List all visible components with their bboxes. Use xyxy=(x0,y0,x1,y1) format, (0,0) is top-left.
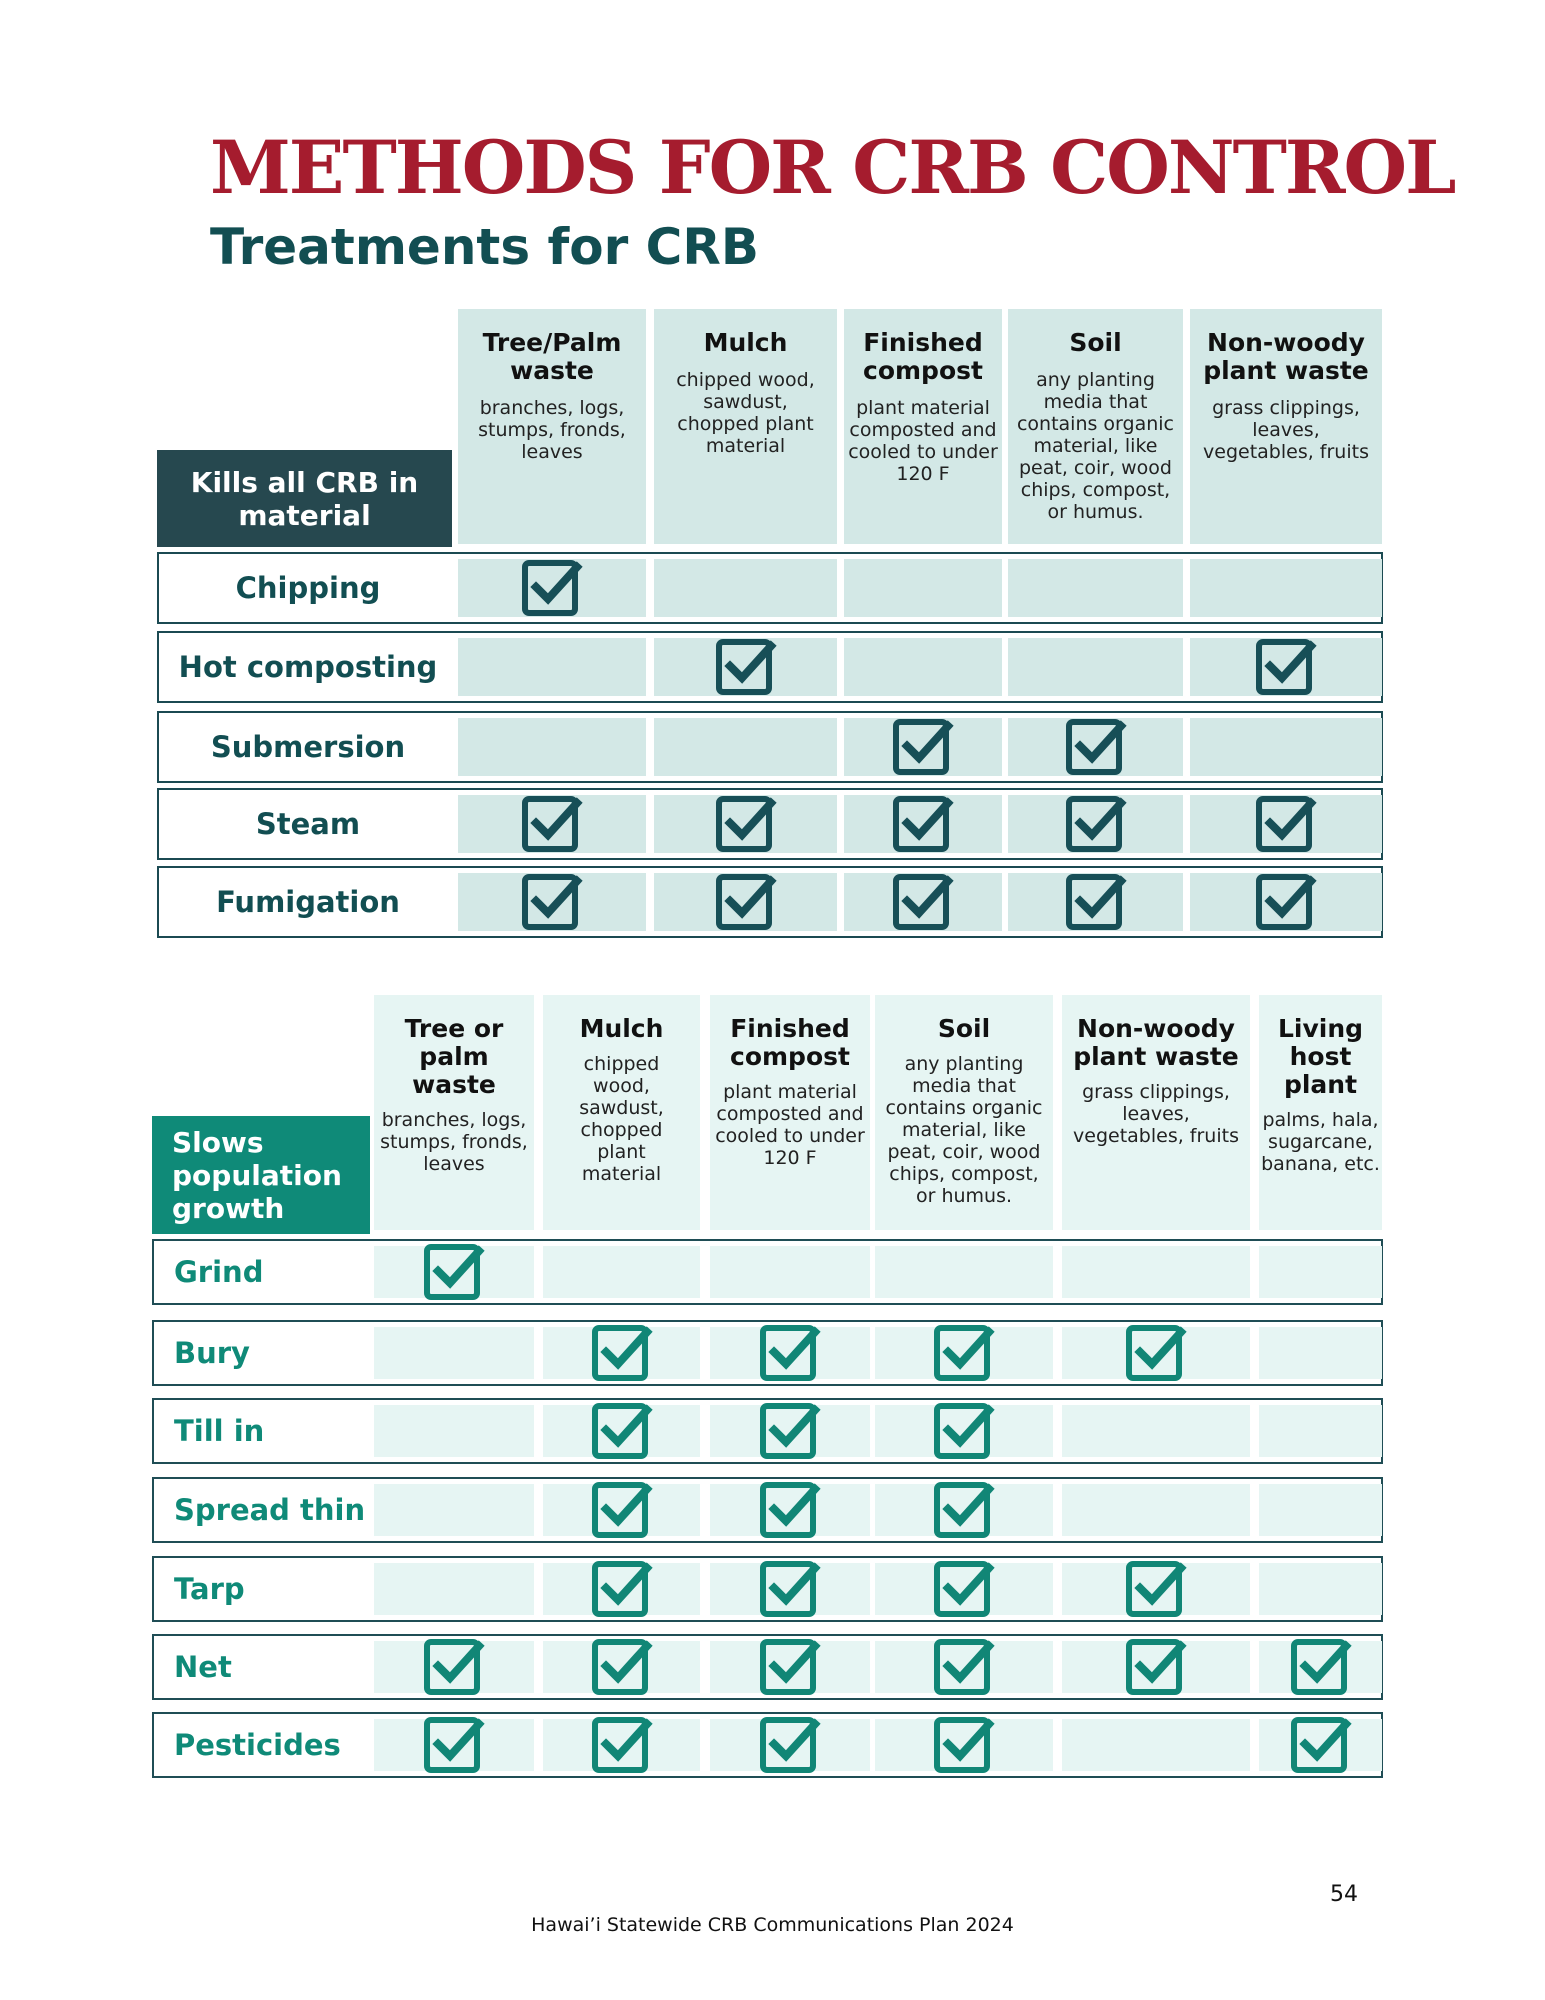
table-cell xyxy=(1062,1719,1250,1771)
checkmark-icon xyxy=(931,1320,997,1386)
checkmark-icon xyxy=(1253,791,1319,857)
checkmark-icon xyxy=(931,1477,997,1543)
table-cell xyxy=(654,638,837,696)
table-cell xyxy=(543,1405,700,1457)
table-cell xyxy=(1062,1641,1250,1693)
column-title: Tree or palm waste xyxy=(404,1014,504,1099)
table-cell xyxy=(710,1327,870,1379)
checkmark-icon xyxy=(1288,1634,1354,1700)
page-number: 54 xyxy=(1330,1882,1358,1907)
checkmark-icon xyxy=(1288,1712,1354,1778)
table-category-label: Slows population growth xyxy=(152,1116,370,1234)
table-cell xyxy=(844,795,1002,853)
table-cell xyxy=(458,718,646,776)
table-cell xyxy=(374,1484,534,1536)
footer-text: Hawai’i Statewide CRB Communications Plan 2024 xyxy=(531,1914,1014,1936)
checkmark-icon xyxy=(890,791,956,857)
table-cell xyxy=(1008,795,1183,853)
checkmark-icon xyxy=(931,1634,997,1700)
table-cell xyxy=(654,873,837,931)
page-subtitle: Treatments for CRB xyxy=(210,218,759,276)
table-cell xyxy=(1259,1719,1382,1771)
page-title: METHODS FOR CRB CONTROL xyxy=(210,125,1455,211)
checkmark-icon xyxy=(589,1712,655,1778)
column-description: any planting media that contains organic material, like peat, coir, wood chips, compost, or humus. xyxy=(885,1053,1043,1207)
table-cell xyxy=(710,1563,870,1615)
checkmark-icon xyxy=(890,714,956,780)
column-title: Non-woody plant waste xyxy=(1203,328,1369,385)
table-cell xyxy=(458,559,646,617)
table-cell xyxy=(654,559,837,617)
table-cell xyxy=(458,795,646,853)
table-cell xyxy=(374,1719,534,1771)
column-description: branches, logs, stumps, fronds, leaves xyxy=(478,397,626,463)
method-label: Till in xyxy=(174,1414,265,1448)
checkmark-icon xyxy=(757,1712,823,1778)
method-row xyxy=(157,711,1383,783)
table-cell xyxy=(1190,873,1382,931)
column-header xyxy=(654,309,837,544)
table-cell xyxy=(1008,638,1183,696)
method-row xyxy=(152,1239,1383,1305)
method-label: Tarp xyxy=(174,1572,245,1606)
checkmark-icon xyxy=(589,1556,655,1622)
method-row xyxy=(152,1712,1383,1778)
checkmark-icon xyxy=(757,1634,823,1700)
column-header xyxy=(1008,309,1183,544)
column-description: palms, hala, sugarcane, banana, etc. xyxy=(1261,1109,1380,1175)
checkmark-icon xyxy=(890,869,956,935)
checkmark-icon xyxy=(1063,869,1129,935)
table-cell xyxy=(875,1405,1053,1457)
column-header xyxy=(1259,995,1382,1230)
column-description: grass clippings, leaves, vegetables, fruits xyxy=(1073,1081,1239,1147)
method-row xyxy=(157,788,1383,860)
column-header xyxy=(374,995,534,1230)
checkmark-icon xyxy=(519,555,585,621)
table-cell xyxy=(1259,1246,1382,1298)
table-cell xyxy=(1190,795,1382,853)
column-title: Mulch xyxy=(703,328,788,357)
checkmark-icon xyxy=(757,1398,823,1464)
column-title: Soil xyxy=(937,1014,991,1043)
method-label: Grind xyxy=(174,1255,264,1289)
table-cell xyxy=(710,1719,870,1771)
column-description: plant material composted and cooled to under 120 F xyxy=(848,397,998,485)
checkmark-icon xyxy=(757,1556,823,1622)
column-title: Finished compost xyxy=(730,1014,850,1071)
column-description: grass clippings, leaves, vegetables, fruits xyxy=(1203,397,1369,463)
table-cell xyxy=(1008,559,1183,617)
method-row xyxy=(157,631,1383,703)
table-cell xyxy=(1259,1405,1382,1457)
table-cell xyxy=(1062,1484,1250,1536)
column-header xyxy=(1190,309,1382,544)
table-cell xyxy=(844,873,1002,931)
checkmark-icon xyxy=(421,1239,487,1305)
table-cell xyxy=(875,1719,1053,1771)
table-cell xyxy=(1062,1327,1250,1379)
checkmark-icon xyxy=(931,1556,997,1622)
checkmark-icon xyxy=(421,1634,487,1700)
table-cell xyxy=(543,1246,700,1298)
column-header xyxy=(1062,995,1250,1230)
method-row xyxy=(152,1477,1383,1543)
table-cell xyxy=(710,1405,870,1457)
table-cell xyxy=(875,1563,1053,1615)
method-label: Chipping xyxy=(235,571,381,605)
table-cell xyxy=(543,1327,700,1379)
checkmark-icon xyxy=(1123,1634,1189,1700)
table-cell xyxy=(1259,1563,1382,1615)
column-header xyxy=(875,995,1053,1230)
method-label: Hot composting xyxy=(178,650,438,684)
method-row xyxy=(157,866,1383,938)
table-cell xyxy=(654,795,837,853)
table-cell xyxy=(875,1246,1053,1298)
method-label: Steam xyxy=(255,807,361,841)
checkmark-icon xyxy=(1063,714,1129,780)
column-title: Mulch xyxy=(579,1014,664,1043)
table-cell xyxy=(543,1484,700,1536)
table-cell xyxy=(1259,1484,1382,1536)
checkmark-icon xyxy=(713,634,779,700)
table-cell xyxy=(1008,718,1183,776)
checkmark-icon xyxy=(519,791,585,857)
column-description: branches, logs, stumps, fronds, leaves xyxy=(380,1109,528,1175)
table-cell xyxy=(1259,1641,1382,1693)
checkmark-icon xyxy=(1063,791,1129,857)
method-label: Net xyxy=(174,1650,232,1684)
table-cell xyxy=(1190,718,1382,776)
checkmark-icon xyxy=(519,869,585,935)
checkmark-icon xyxy=(931,1712,997,1778)
table-category-label: Kills all CRB in material xyxy=(157,450,452,547)
table-cell xyxy=(875,1484,1053,1536)
table-cell xyxy=(875,1641,1053,1693)
table-cell xyxy=(374,1641,534,1693)
checkmark-icon xyxy=(589,1477,655,1543)
table-cell xyxy=(654,718,837,776)
checkmark-icon xyxy=(713,791,779,857)
method-label: Fumigation xyxy=(216,885,400,919)
column-description: plant material composted and cooled to under 120 F xyxy=(715,1081,865,1169)
table-cell xyxy=(1008,873,1183,931)
table-cell xyxy=(374,1405,534,1457)
column-title: Tree/Palm waste xyxy=(482,328,622,385)
column-title: Living host plant xyxy=(1277,1014,1364,1099)
column-description: chipped wood, sawdust, chopped plant material xyxy=(676,369,815,457)
checkmark-icon xyxy=(1123,1556,1189,1622)
checkmark-icon xyxy=(589,1634,655,1700)
method-row xyxy=(157,552,1383,624)
table-cell xyxy=(844,559,1002,617)
checkmark-icon xyxy=(931,1398,997,1464)
table-cell xyxy=(374,1246,534,1298)
table-cell xyxy=(1062,1563,1250,1615)
column-title: Soil xyxy=(1069,328,1122,357)
method-label: Pesticides xyxy=(174,1728,341,1762)
method-row xyxy=(152,1398,1383,1464)
checkmark-icon xyxy=(1253,634,1319,700)
column-header xyxy=(458,309,646,544)
checkmark-icon xyxy=(589,1320,655,1386)
table-cell xyxy=(710,1641,870,1693)
checkmark-icon xyxy=(1253,869,1319,935)
method-label: Submersion xyxy=(210,730,406,764)
checkmark-icon xyxy=(589,1398,655,1464)
table-cell xyxy=(875,1327,1053,1379)
checkmark-icon xyxy=(713,869,779,935)
table-cell xyxy=(1062,1405,1250,1457)
checkmark-icon xyxy=(757,1320,823,1386)
table-cell xyxy=(374,1563,534,1615)
method-label: Spread thin xyxy=(174,1493,366,1527)
table-cell xyxy=(710,1246,870,1298)
column-title: Finished compost xyxy=(863,328,983,385)
column-header xyxy=(710,995,870,1230)
method-row xyxy=(152,1556,1383,1622)
table-cell xyxy=(1190,638,1382,696)
table-cell xyxy=(543,1719,700,1771)
table-cell xyxy=(458,638,646,696)
column-description: chipped wood, sawdust, chopped plant material xyxy=(579,1053,664,1185)
method-row xyxy=(152,1634,1383,1700)
table-cell xyxy=(844,718,1002,776)
table-cell xyxy=(844,638,1002,696)
table-cell xyxy=(374,1327,534,1379)
checkmark-icon xyxy=(421,1712,487,1778)
column-description: any planting media that contains organic material, like peat, coir, wood chips, compost, or humus. xyxy=(1016,369,1175,523)
method-row xyxy=(152,1320,1383,1386)
table-cell xyxy=(710,1484,870,1536)
table-cell xyxy=(1259,1327,1382,1379)
table-cell xyxy=(458,873,646,931)
column-header xyxy=(844,309,1002,544)
column-title: Non-woody plant waste xyxy=(1073,1014,1239,1071)
column-header xyxy=(543,995,700,1230)
table-cell xyxy=(1062,1246,1250,1298)
method-label: Bury xyxy=(174,1336,250,1370)
checkmark-icon xyxy=(757,1477,823,1543)
table-cell xyxy=(543,1563,700,1615)
table-cell xyxy=(543,1641,700,1693)
table-cell xyxy=(1190,559,1382,617)
checkmark-icon xyxy=(1123,1320,1189,1386)
